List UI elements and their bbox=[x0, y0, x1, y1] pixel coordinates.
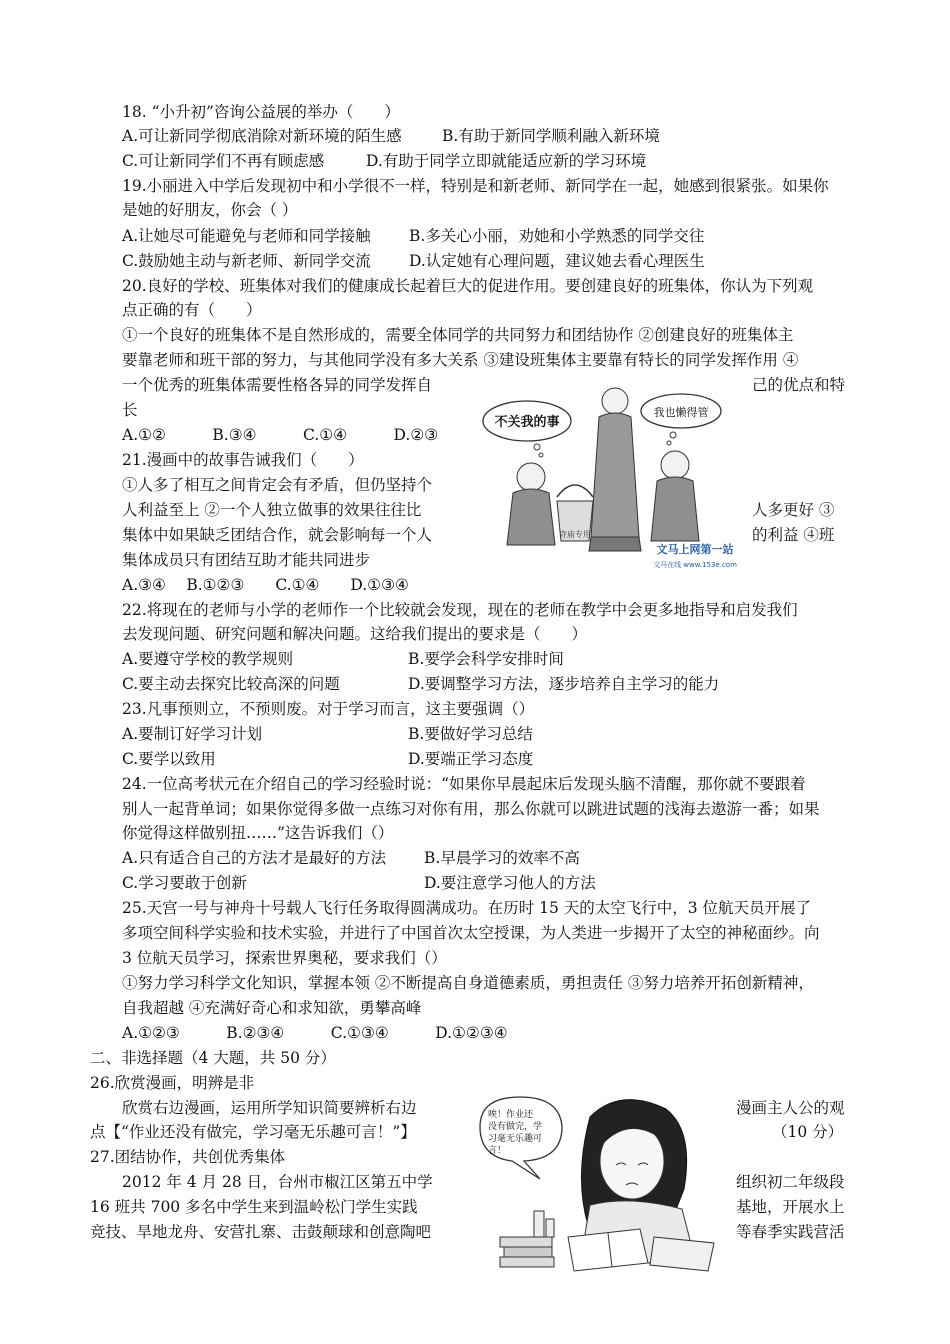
q24-stem-line2: 别人一起背单词；如果你觉得多做一点练习对你有用，那么你就可以跳进试题的浅海去遨游一番；如果 bbox=[122, 800, 820, 818]
q27-text-line3b: 等春季实践营活 bbox=[736, 1223, 845, 1241]
q23-stem: 23.凡事预则立，不预则废。对于学习而言，这主要强调（） bbox=[122, 700, 535, 718]
q24-stem-line1: 24.一位高考状元在介绍自己的学习经验时说：“如果你早晨起床后发现头脑不清醒，那你就不要跟着 bbox=[122, 775, 806, 793]
q19-option-d: D.认定她有心理问题，建议她去看心理医生 bbox=[409, 252, 705, 270]
q25-options: A.①②③ B.②③④ C.①③④ D.①②③④ bbox=[122, 1024, 508, 1042]
section-heading: 二、非选择题（4 大题，共 50 分） bbox=[90, 1049, 336, 1067]
q25-statement-line2: 自我超越 ④充满好奇心和求知欲，勇攀高峰 bbox=[122, 999, 422, 1017]
q24-stem-line3: 你觉得这样做别扭……”这告诉我们（） bbox=[122, 824, 394, 842]
q27-text-line1a: 2012 年 4 月 28 日，台州市椒江区第五中学 bbox=[122, 1173, 433, 1191]
q18-option-b: B.有助于新同学顺利融入新环境 bbox=[442, 127, 660, 145]
q22-option-c: C.要主动去探究比较高深的问题 bbox=[122, 675, 340, 693]
q22-stem-line1: 22.将现在的老师与小学的老师作一个比较就会发现，现在的老师在教学中会更多地指导和启发我们 bbox=[122, 601, 798, 619]
q26-text-line2b: （10 分） bbox=[772, 1123, 844, 1141]
q22-option-b: B.要学会科学安排时间 bbox=[408, 650, 564, 668]
q25-statement-line1: ①努力学习科学文化知识，掌握本领 ②不断提高自身道德素质，勇担责任 ③努力培养开拓创新精神， bbox=[122, 974, 814, 992]
bucket-label: 寺庙专用 bbox=[559, 530, 591, 539]
q23-option-a: A.要制订好学习计划 bbox=[122, 725, 263, 743]
notebook-icon bbox=[650, 1237, 714, 1271]
q22-stem-line2: 去发现问题、研究问题和解决问题。这给我们提出的要求是（ ） bbox=[122, 625, 588, 643]
q20-statement-line3b: 己的优点和特 bbox=[752, 376, 846, 394]
q18-stem: 18. “小升初”咨询公益展的举办（ ） bbox=[122, 103, 400, 121]
q27-text-line1b: 组织初二年级段 bbox=[736, 1173, 845, 1191]
homework-girl-cartoon bbox=[470, 1087, 732, 1277]
q21-statement-line2b: 人多更好 ③ bbox=[752, 501, 835, 519]
q23-option-b: B.要做好学习总结 bbox=[408, 725, 533, 743]
q25-stem-line2: 多项空间科学实验和技术实验，并进行了中国首次太空授课，为人类进一步揭开了太空的神秘面纱。向 bbox=[122, 924, 820, 942]
q27-text-line2b: 基地，开展水上 bbox=[736, 1198, 845, 1216]
q20-statement-line4: 长 bbox=[122, 401, 138, 419]
bubble-line3: 习毫无乐趣可 bbox=[488, 1134, 543, 1144]
q19-option-c: C.鼓励她主动与新老师、新同学交流 bbox=[122, 252, 371, 270]
bubble-right-text: 我也懒得管 bbox=[653, 406, 709, 419]
q18-option-d: D.有助于同学立即就能适应新的学习环境 bbox=[366, 152, 647, 170]
q22-option-a: A.要遵守学校的教学规则 bbox=[122, 650, 294, 668]
q21-options: A.③④ B.①②③ C.①④ D.①③④ bbox=[122, 576, 409, 594]
q20-statement-line2: 要靠老师和班干部的努力，与其他同学没有多大关系 ③建设班集体主要靠有特长的同学发挥作用 ④ bbox=[122, 351, 799, 369]
bubble-line2: 没有做完，学 bbox=[488, 1122, 543, 1132]
q19-option-b: B.多关心小丽，劝她和小学熟悉的同学交往 bbox=[409, 227, 705, 245]
q24-option-b: B.早晨学习的效率不高 bbox=[424, 849, 580, 867]
q26-text-line2a: 点【“作业还没有做完，学习毫无乐趣可言！”】 bbox=[90, 1123, 416, 1141]
q27-title: 27.团结协作，共创优秀集体 bbox=[90, 1148, 286, 1166]
q26-title: 26.欣赏漫画，明辨是非 bbox=[90, 1074, 255, 1092]
q20-statement-line3a: 一个优秀的班集体需要性格各异的同学发挥自 bbox=[122, 376, 433, 394]
bubble-left-text: 不关我的事 bbox=[494, 415, 560, 430]
q18-option-c: C.可让新同学们不再有顾虑感 bbox=[122, 152, 325, 170]
q24-option-d: D.要注意学习他人的方法 bbox=[424, 874, 596, 892]
q20-options: A.①② B.③④ C.①④ D.②③ bbox=[122, 426, 439, 444]
q20-stem-line1: 20.良好的学校、班集体对我们的健康成长起着巨大的促进作用。要创建良好的班集体，你认为下列观 bbox=[122, 277, 814, 295]
q21-statement-line3b: 的利益 ④班 bbox=[752, 526, 835, 544]
q21-statement-line3a: 集体中如果缺乏团结合作，就会影响每一个人 bbox=[122, 526, 433, 544]
q23-option-c: C.要学以致用 bbox=[122, 750, 216, 768]
watermark-url: 文马在线 www.153e.com bbox=[653, 561, 737, 569]
q25-stem-line1: 25.天宫一号与神舟十号载人飞行任务取得圆满成功。在历时 15 天的太空飞行中，3 位航天员开展了 bbox=[122, 899, 812, 917]
q20-statement-line1: ①一个良好的班集体不是自然形成的，需要全体同学的共同努力和团结协作 ②创建良好的班集体主 bbox=[122, 326, 794, 344]
q27-text-line2a: 16 班共 700 多名中学生来到温岭松门学生实践 bbox=[90, 1198, 418, 1216]
q24-option-a: A.只有适合自己的方法才是最好的方法 bbox=[122, 849, 387, 867]
bubble-line1: 唉！作业还 bbox=[488, 1110, 534, 1120]
q19-stem-line2: 是她的好朋友，你会（ ） bbox=[122, 201, 298, 219]
q21-statement-line1: ①人多了相互之间肯定会有矛盾，但仍坚持个 bbox=[122, 476, 433, 494]
three-monks-cartoon bbox=[475, 377, 743, 575]
q21-stem: 21.漫画中的故事告诫我们（ ） bbox=[122, 451, 364, 469]
q26-text-line1a: 欣赏右边漫画，运用所学知识简要辨析右边 bbox=[122, 1099, 417, 1117]
q23-option-d: D.要端正学习态度 bbox=[408, 750, 534, 768]
q18-option-a: A.可让新同学彻底消除对新环境的陌生感 bbox=[122, 127, 402, 145]
watermark-logo: 文马上网第一站 bbox=[656, 543, 734, 556]
q21-statement-line4: 集体成员只有团结互助才能共同进步 bbox=[122, 551, 371, 569]
q19-option-a: A.让她尽可能避免与老师和同学接触 bbox=[122, 227, 371, 245]
q24-option-c: C.学习要敢于创新 bbox=[122, 874, 247, 892]
book-stack-icon bbox=[500, 1237, 554, 1267]
q25-stem-line3: 3 位航天员学习，探索世界奥秘，要求我们（） bbox=[122, 949, 447, 967]
q19-stem-line1: 19.小丽进入中学后发现初中和小学很不一样，特别是和新老师、新同学在一起，她感到很紧张。如果你 bbox=[122, 177, 829, 195]
q22-option-d: D.要调整学习方法，逐步培养自主学习的能力 bbox=[408, 675, 720, 693]
q26-text-line1b: 漫画主人公的观 bbox=[736, 1099, 845, 1117]
bubble-line4: 言！ bbox=[488, 1146, 507, 1156]
q27-text-line3a: 竞技、旱地龙舟、安营扎寨、击鼓颠球和创意陶吧 bbox=[90, 1223, 432, 1241]
q21-statement-line2a: 人利益至上 ②一个人独立做事的效果往往比 bbox=[122, 501, 422, 519]
open-book-icon bbox=[568, 1229, 648, 1271]
q20-stem-line2: 点正确的有（ ） bbox=[122, 301, 262, 319]
